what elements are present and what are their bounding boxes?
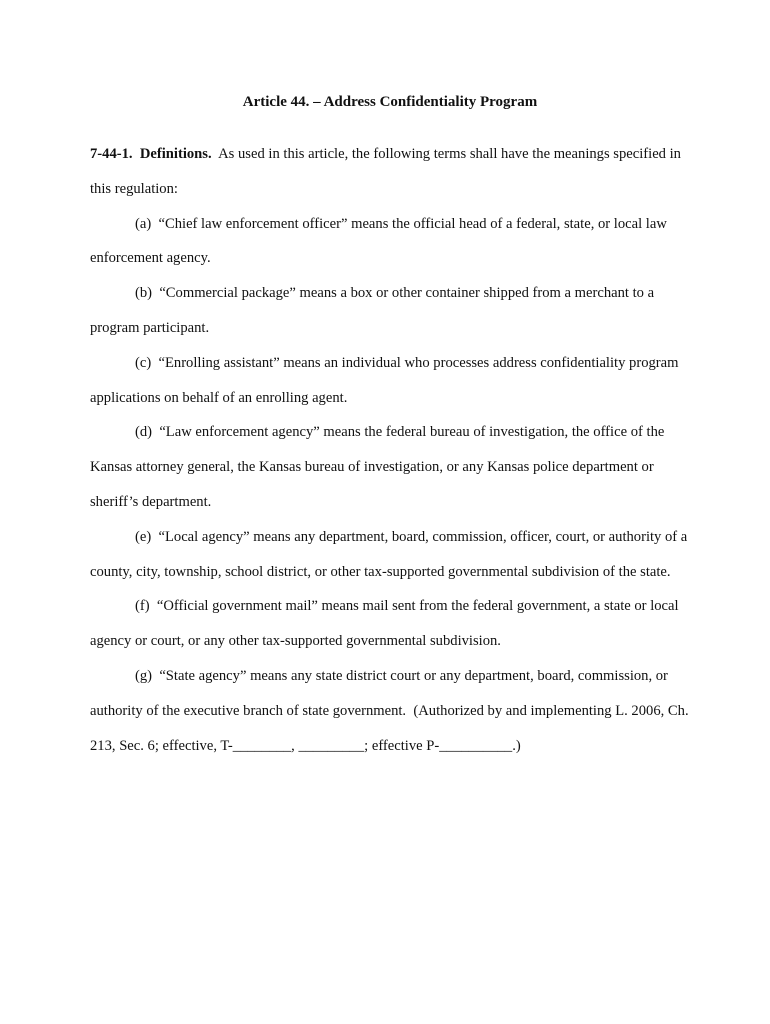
definition-label: (c): [135, 354, 152, 371]
definition-text: “Law enforcement agency” means the federal bureau of investigation, the office of the Kansas attorney general, the Kansas bureau of investigation, or any Kansas police department or sheriff’s department.: [90, 424, 665, 510]
document-body: [90, 137, 690, 763]
definition-text: “State agency” means any state district court or any department, board, commission, or authority of the executive branch of state government.: [90, 667, 668, 719]
definition-text: “Enrolling assistant” means an individual who processes address confidentiality program applications on behalf of an enrolling agent.: [90, 354, 679, 406]
definition-label: (a): [135, 215, 152, 232]
section-heading: Definitions.: [139, 146, 212, 162]
definition-label: (g): [135, 667, 153, 684]
definition-text: “Chief law enforcement officer” means the official head of a federal, state, or local law enforcement agency.: [90, 215, 667, 267]
definition-text: “Commercial package” means a box or other container shipped from a merchant to a program participant.: [90, 285, 655, 336]
definition-paragraph: [90, 415, 690, 519]
definition-label: (b): [135, 285, 153, 302]
authority-note: (Authorized by and implementing L. 2006, Ch. 213, Sec. 6; effective, T-________, _________; effective P-__________.): [90, 702, 689, 754]
definition-paragraph: [90, 276, 690, 346]
article-title: Article 44. – Address Confidentiality Program: [242, 94, 538, 110]
definition-label: (f): [135, 598, 150, 615]
definition-text: “Local agency” means any department, board, commission, officer, court, or authority of a county, city, township, school district, or other tax-supported governmental subdivision of the state.: [90, 528, 688, 580]
definition-paragraph: [90, 659, 690, 763]
definition-paragraph: [90, 589, 690, 659]
definition-text: “Official government mail” means mail sent from the federal government, a state or local agency or court, or any other tax-supported governmental subdivision.: [90, 598, 679, 650]
section-intro: As used in this article, the following terms shall have the meanings specified in this regulation:: [90, 146, 681, 197]
definition-paragraph: [90, 520, 690, 590]
definition-label: (d): [135, 424, 153, 441]
definition-label: (e): [135, 528, 152, 545]
section-number: 7-44-1.: [90, 146, 133, 162]
definition-paragraph: [90, 346, 690, 416]
definition-paragraph: [90, 207, 690, 277]
document-page: [90, 0, 690, 1024]
section-intro-paragraph: [90, 137, 690, 207]
